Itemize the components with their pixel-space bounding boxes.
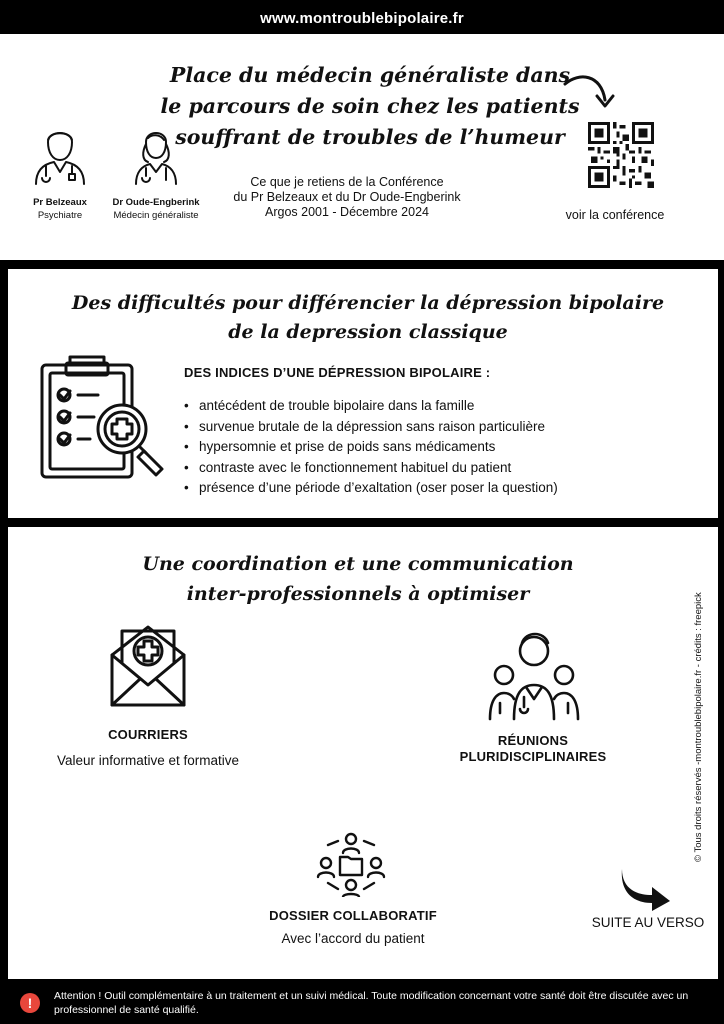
conference-line: Ce que je retiens de la Conférence bbox=[250, 175, 444, 189]
reunions-title-line: RÉUNIONS bbox=[497, 733, 569, 748]
courriers-title: COURRIERS bbox=[108, 727, 188, 742]
speaker-belzeaux bbox=[20, 122, 100, 221]
title-line: inter-professionnels à optimiser bbox=[186, 583, 530, 605]
section-title bbox=[118, 549, 598, 609]
title-line: le parcours de soin chez les patients bbox=[160, 94, 580, 118]
clues-list bbox=[184, 396, 558, 499]
warning-icon: ! bbox=[20, 993, 40, 1013]
site-url[interactable]: www.montroublebipolaire.fr bbox=[260, 10, 464, 27]
conference-line: du Pr Belzeaux et du Dr Oude-Engberink bbox=[233, 190, 461, 204]
courriers-subtitle: Valeur informative et formative bbox=[56, 753, 240, 768]
speaker-oude-engberink bbox=[104, 122, 208, 221]
list-item: • présence d’une période d’exaltation (oser poser la question) bbox=[184, 478, 558, 499]
dossier-subtitle: Avec l’accord du patient bbox=[281, 931, 425, 946]
conference-info bbox=[200, 175, 494, 220]
title-line: Des difficultés pour différencier la dépression bipolaire bbox=[71, 292, 665, 314]
site-url-bar bbox=[0, 0, 724, 34]
curved-arrow-icon bbox=[618, 865, 672, 911]
title-line: Une coordination et une communication bbox=[142, 553, 574, 575]
list-item: • antécédent de trouble bipolaire dans la famille bbox=[184, 396, 558, 417]
reunions-title bbox=[428, 733, 638, 765]
shared-folder-network-icon bbox=[316, 831, 386, 897]
title-line: de la depression classique bbox=[228, 321, 508, 343]
conference-line: Argos 2001 - Décembre 2024 bbox=[265, 205, 429, 219]
title-line: souffrant de troubles de l’humeur bbox=[175, 125, 565, 149]
header-panel bbox=[0, 34, 724, 260]
title-line: Place du médecin généraliste dans bbox=[169, 63, 571, 87]
speaker-name: Dr Oude-Engberink bbox=[112, 197, 200, 208]
speaker-name: Pr Belzeaux bbox=[33, 197, 87, 208]
medical-team-icon bbox=[486, 627, 582, 721]
section-title bbox=[68, 289, 668, 347]
qr-code-icon[interactable] bbox=[588, 122, 654, 188]
credits-text: © Tous droits réservés -montroublebipolaire.fr - crédits : freepick bbox=[693, 592, 704, 862]
page-title bbox=[160, 60, 580, 153]
coordination-panel bbox=[8, 527, 718, 979]
speaker-role: Psychiatre bbox=[37, 210, 83, 221]
next-page-label[interactable]: SUITE AU VERSO bbox=[591, 915, 705, 930]
list-item: • contraste avec le fonctionnement habituel du patient bbox=[184, 458, 558, 479]
warning-text: Attention ! Outil complémentaire à un traitement et un suivi médical. Toute modification concernant votre santé doit être discutée avec un professionnel de santé qualifié. bbox=[54, 990, 689, 1016]
list-item: • hypersomnie et prise de poids sans médicaments bbox=[184, 437, 558, 458]
differentiation-panel bbox=[8, 269, 718, 518]
warning-footer bbox=[0, 983, 724, 1024]
clues-heading: DES INDICES D’UNE DÉPRESSION BIPOLAIRE : bbox=[184, 365, 491, 380]
clipboard-checklist-magnifier-icon bbox=[36, 353, 176, 483]
female-doctor-icon bbox=[128, 122, 184, 186]
list-item: • survenue brutale de la dépression sans raison particulière bbox=[184, 417, 558, 438]
medical-envelope-icon bbox=[108, 619, 188, 709]
reunions-title-line: PLURIDISCIPLINAIRES bbox=[459, 749, 607, 764]
curved-arrow-icon bbox=[561, 70, 621, 114]
qr-label[interactable]: voir la conférence bbox=[565, 208, 665, 222]
male-doctor-icon bbox=[32, 122, 88, 186]
dossier-title: DOSSIER COLLABORATIF bbox=[269, 908, 437, 923]
speaker-role: Médecin généraliste bbox=[113, 210, 199, 221]
